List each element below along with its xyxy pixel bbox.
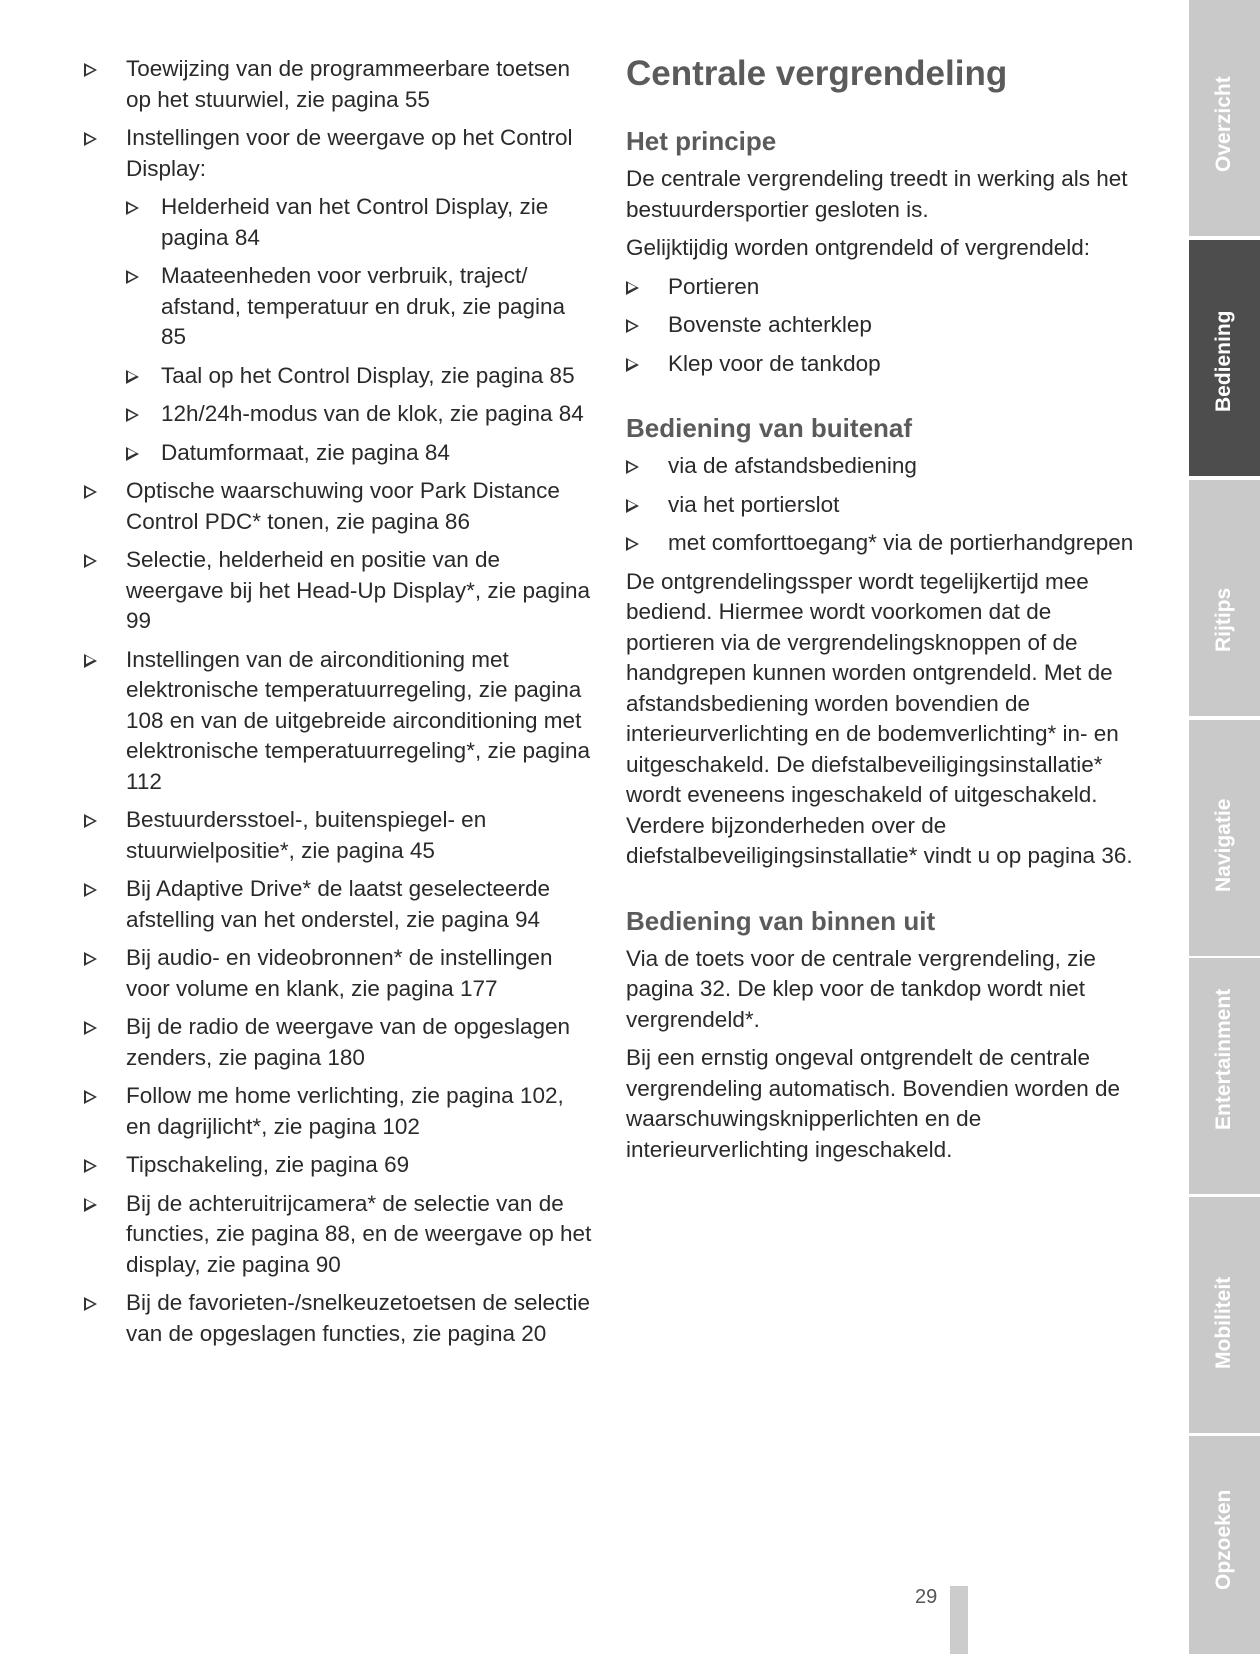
- list-item: Bij de achteruitrijcamera* de selectie van de functies, zie pagina 88, en de weergave op het display, zie pagina 90: [84, 1189, 594, 1281]
- page-number: 29: [915, 1586, 938, 1608]
- page-title: Centrale vergrendeling: [626, 54, 1008, 93]
- list-item: Taal op het Control Display, zie pagina 85: [126, 361, 594, 392]
- tab-bediening[interactable]: Bediening: [1189, 240, 1260, 476]
- paragraph: De centrale vergrendeling treedt in werking als het bestuurdersportier gesloten is.: [626, 166, 1128, 222]
- left-column: [84, 54, 594, 1357]
- triangle-bullet-icon: [84, 654, 97, 668]
- tab-mobiliteit[interactable]: Mobiliteit: [1189, 1197, 1260, 1433]
- triangle-bullet-icon: [626, 499, 639, 513]
- paragraph: Via de toets voor de centrale vergrendeling, zie pagina 32. De klep voor de tankdop wordt niet vergrendeld*.: [626, 945, 1096, 1032]
- triangle-bullet-icon: [626, 281, 639, 295]
- list-item: Instellingen van de airconditioning met elektronische temperatuurregeling, zie pagina 108 en van de uitgebreide airconditioning met elektronische temperatuurregeling*, zie pagina 112: [84, 645, 594, 798]
- list-item: Bij de favorieten-/snelkeuzetoetsen de selectie van de opgeslagen functies, zie pagina 20: [84, 1288, 594, 1349]
- paragraph: Bij een ernstig ongeval ontgrendelt de centrale vergrendeling automatisch. Bovendien worden de waarschuwingsknipperlichten en de interieurverlichting ingeschakeld.: [626, 1045, 1121, 1162]
- right-column: [626, 54, 1136, 1173]
- triangle-bullet-icon: [84, 554, 97, 568]
- list-item: Datumformaat, zie pagina 84: [126, 438, 594, 469]
- triangle-bullet-icon: [84, 1297, 97, 1311]
- triangle-bullet-icon: [626, 358, 639, 372]
- triangle-bullet-icon: [126, 447, 139, 461]
- list-item: 12h/24h-modus van de klok, zie pagina 84: [126, 399, 594, 430]
- page-marker: [950, 1586, 968, 1654]
- list-item: Follow me home verlichting, zie pagina 102, en dagrijlicht*, zie pagina 102: [84, 1081, 594, 1142]
- list-item: Bij audio- en videobronnen* de instellingen voor volume en klank, zie pagina 177: [84, 943, 594, 1004]
- tab-opzoeken[interactable]: Opzoeken: [1189, 1436, 1260, 1654]
- list-item: Selectie, helderheid en positie van de weergave bij het Head-Up Display*, zie pagina 99: [84, 545, 594, 637]
- triangle-bullet-icon: [84, 63, 97, 77]
- paragraph: De ontgrendelingssper wordt tegelijkertijd mee bediend. Hiermee wordt voorkomen dat de portieren via de vergrendelingsknoppen of de handgrepen kunnen worden ontgrendeld. Met de afstandsbediening worden bovendien de interieurverlichting en de bodemverlichting* in- en uitgeschakeld. De diefstalbeveiligingsinstallatie* wordt eveneens ingeschakeld of uitgeschakeld.: [626, 568, 1119, 807]
- list-item: via het portierslot: [626, 490, 1136, 521]
- paragraph: Gelijktijdig worden ontgrendeld of vergrendeld:: [626, 235, 1091, 260]
- list-item: Helderheid van het Control Display, zie pagina 84: [126, 192, 594, 253]
- list-item: Maateenheden voor verbruik, traject/ afstand, temperatuur en druk, zie pagina 85: [126, 261, 594, 353]
- triangle-bullet-icon: [126, 201, 139, 215]
- list-item: Instellingen voor de weergave op het Control Display:: [84, 123, 594, 184]
- triangle-bullet-icon: [626, 537, 639, 551]
- tab-overzicht[interactable]: Overzicht: [1189, 0, 1260, 236]
- triangle-bullet-icon: [84, 132, 97, 146]
- tab-entertainment[interactable]: Entertainment: [1189, 958, 1260, 1194]
- triangle-bullet-icon: [84, 1090, 97, 1104]
- list-item: Klep voor de tankdop: [626, 349, 1136, 380]
- triangle-bullet-icon: [126, 370, 139, 384]
- section-heading-buitenaf: Bediening van buitenaf: [626, 413, 913, 443]
- triangle-bullet-icon: [84, 1198, 97, 1212]
- chapter-tabs: [1189, 0, 1260, 1654]
- list-item: met comforttoegang* via de portierhandgrepen: [626, 528, 1136, 559]
- triangle-bullet-icon: [626, 460, 639, 474]
- list-item: Portieren: [626, 272, 1136, 303]
- list-item: Bij Adaptive Drive* de laatst geselecteerde afstelling van het onderstel, zie pagina 94: [84, 874, 594, 935]
- list-item: Bovenste achterklep: [626, 310, 1136, 341]
- tab-rijtips[interactable]: Rijtips: [1189, 480, 1260, 716]
- triangle-bullet-icon: [84, 1159, 97, 1173]
- triangle-bullet-icon: [84, 952, 97, 966]
- section-heading-binnen: Bediening van binnen uit: [626, 905, 936, 936]
- triangle-bullet-icon: [84, 883, 97, 897]
- section-heading-principe: Het principe: [626, 126, 777, 156]
- triangle-bullet-icon: [126, 270, 139, 284]
- list-item: Optische waarschuwing voor Park Distance Control PDC* tonen, zie pagina 86: [84, 476, 594, 537]
- triangle-bullet-icon: [84, 485, 97, 499]
- list-item: Bij de radio de weergave van de opgeslagen zenders, zie pagina 180: [84, 1012, 594, 1073]
- tab-navigatie[interactable]: Navigatie: [1189, 720, 1260, 956]
- list-item: via de afstandsbediening: [626, 451, 1136, 482]
- triangle-bullet-icon: [84, 1021, 97, 1035]
- triangle-bullet-icon: [84, 814, 97, 828]
- list-item: Toewijzing van de programmeerbare toetsen op het stuurwiel, zie pagina 55: [84, 54, 594, 115]
- triangle-bullet-icon: [126, 408, 139, 422]
- list-item: Bestuurdersstoel-, buitenspiegel- en stuurwielpositie*, zie pagina 45: [84, 805, 594, 866]
- paragraph: Verdere bijzonderheden over de diefstalbeveiligingsinstallatie* vindt u op pagina 36.: [626, 812, 1133, 868]
- list-item: Tipschakeling, zie pagina 69: [84, 1150, 594, 1181]
- triangle-bullet-icon: [626, 319, 639, 333]
